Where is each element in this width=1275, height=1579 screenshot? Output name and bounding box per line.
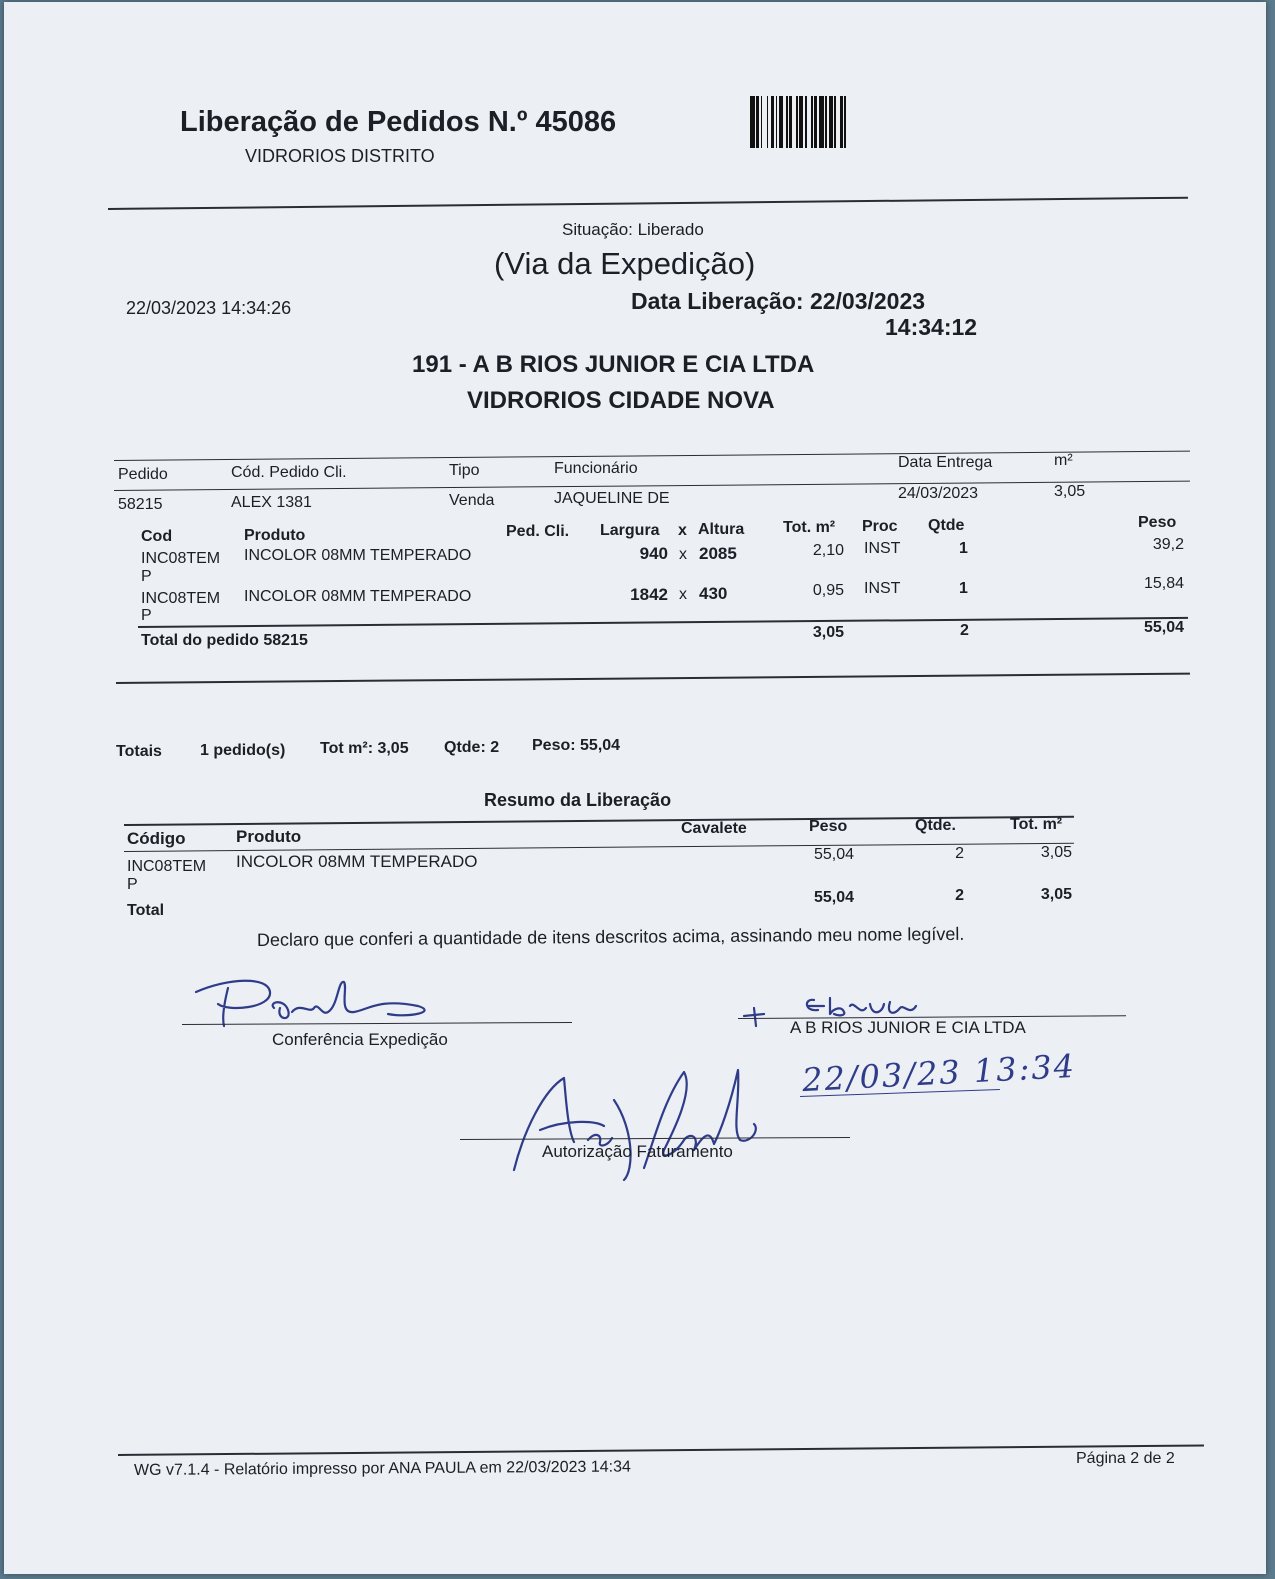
status-situation: Situação: Liberado	[562, 220, 704, 239]
totals-peso: Peso: 55,04	[532, 737, 621, 754]
col-funcionario: Funcionário	[554, 460, 638, 477]
footer-printed-by: WG v7.1.4 - Relatório impresso por ANA PAULA em 22/03/2023 14:34	[133, 1458, 631, 1479]
item-tot-m2: 0,95	[812, 582, 844, 599]
summary-col-qtde: Qtde.	[915, 817, 956, 834]
signature-left	[188, 968, 468, 1038]
item-altura: 430	[699, 584, 728, 603]
item-peso: 15,84	[1143, 575, 1184, 592]
footer-page-number: Página 2 de 2	[1076, 1450, 1175, 1467]
items-col-proc: Proc	[862, 518, 898, 535]
barcode-bar	[846, 96, 849, 148]
order-cod-pedido-cli: ALEX 1381	[231, 494, 312, 511]
item-cod-cont: P	[141, 607, 152, 624]
items-col-qtde: Qtde	[928, 517, 965, 534]
col-cod-pedido-cli: Cód. Pedido Cli.	[231, 464, 347, 481]
summary-col-codigo: Código	[127, 829, 186, 848]
release-date: Data Liberação: 22/03/2023	[631, 288, 926, 314]
footer-line	[118, 1445, 1204, 1456]
order-funcionario: JAQUELINE DE	[554, 490, 670, 507]
items-col-ped-cli: Ped. Cli.	[506, 523, 570, 540]
summary-col-peso: Peso	[809, 818, 848, 835]
summary-total-label: Total	[127, 902, 165, 919]
item-qtde: 1	[959, 540, 968, 557]
barcode	[750, 96, 940, 148]
totals-qtde: Qtde: 2	[444, 739, 500, 756]
signature-left-label: Conferência Expedição	[272, 1030, 448, 1049]
items-col-tot-m2: Tot. m²	[783, 519, 836, 536]
item-produto: INCOLOR 08MM TEMPERADO	[244, 547, 472, 564]
totals-m2: Tot m²: 3,05	[320, 740, 409, 757]
via-label: (Via da Expedição)	[494, 246, 756, 281]
item-produto: INCOLOR 08MM TEMPERADO	[244, 588, 472, 605]
summary-produto: INCOLOR 08MM TEMPERADO	[236, 852, 478, 871]
item-largura: 1842	[630, 585, 668, 604]
summary-col-produto: Produto	[236, 827, 302, 846]
client-name: 191 - A B RIOS JUNIOR E CIA LTDA	[412, 351, 815, 378]
order-m2: 3,05	[1054, 483, 1086, 500]
summary-codigo-cont: P	[127, 876, 138, 893]
item-tot-m2: 2,10	[812, 542, 844, 559]
totals-pedidos: 1 pedido(s)	[200, 742, 286, 759]
items-col-peso: Peso	[1138, 514, 1177, 531]
item-x: x	[679, 586, 687, 603]
items-col-produto: Produto	[244, 527, 306, 544]
order-total-label: Total do pedido 58215	[141, 632, 308, 649]
item-cod-cont: P	[141, 568, 152, 585]
printed-datetime: 22/03/2023 14:34:26	[126, 298, 292, 318]
order-table-top-line	[114, 451, 1190, 461]
summary-col-cavalete: Cavalete	[681, 820, 747, 837]
summary-peso: 55,04	[813, 846, 854, 863]
col-pedido: Pedido	[118, 466, 168, 483]
summary-qtde: 2	[955, 845, 964, 862]
order-total-qtde: 2	[960, 622, 969, 639]
order-data-entrega: 24/03/2023	[898, 485, 979, 502]
item-cod: INC08TEM	[141, 590, 221, 607]
order-total-m2: 3,05	[812, 624, 844, 641]
items-col-altura: Altura	[698, 521, 745, 538]
order-total-peso: 55,04	[1143, 619, 1184, 636]
signature-bottom	[504, 1060, 804, 1190]
header-divider	[108, 197, 1188, 210]
signature-right-label: A B RIOS JUNIOR E CIA LTDA	[790, 1018, 1026, 1037]
item-largura: 940	[639, 544, 668, 563]
summary-total-tot-m2: 3,05	[1040, 886, 1072, 903]
summary-codigo: INC08TEM	[127, 858, 207, 875]
signature-bottom-label: Autorização Faturamento	[542, 1142, 733, 1161]
document-title: Liberação de Pedidos N.º 45086	[180, 106, 617, 138]
document-page	[4, 2, 1266, 1574]
summary-total-peso: 55,04	[813, 889, 854, 906]
col-data-entrega: Data Entrega	[898, 454, 993, 471]
handwritten-date: 22/03/23 13:34	[801, 1046, 1077, 1100]
order-section-end-line	[116, 673, 1190, 684]
declaration-text: Declaro que conferi a quantidade de itens descritos acima, assinando meu nome legível.	[256, 923, 965, 950]
item-altura: 2085	[699, 544, 737, 563]
item-peso: 39,2	[1152, 536, 1184, 553]
items-col-x: x	[678, 522, 687, 539]
col-tipo: Tipo	[449, 462, 480, 479]
item-cod: INC08TEM	[141, 550, 221, 567]
item-x: x	[679, 546, 687, 563]
item-qtde: 1	[959, 580, 968, 597]
company-name: VIDRORIOS DISTRITO	[245, 146, 435, 166]
col-m2: m²	[1054, 452, 1073, 469]
summary-col-tot-m2: Tot. m²	[1010, 816, 1063, 833]
totals-label: Totais	[116, 743, 162, 760]
items-col-cod: Cod	[141, 528, 173, 545]
order-pedido: 58215	[118, 496, 163, 513]
item-proc: INST	[864, 580, 901, 597]
order-tipo: Venda	[449, 492, 495, 509]
item-proc: INST	[864, 540, 901, 557]
client-branch: VIDRORIOS CIDADE NOVA	[467, 387, 775, 414]
items-col-largura: Largura	[600, 522, 660, 539]
release-time: 14:34:12	[885, 314, 978, 340]
items-total-line	[138, 617, 1188, 628]
summary-tot-m2: 3,05	[1040, 844, 1072, 861]
summary-title: Resumo da Liberação	[484, 790, 672, 810]
summary-total-qtde: 2	[955, 887, 964, 904]
